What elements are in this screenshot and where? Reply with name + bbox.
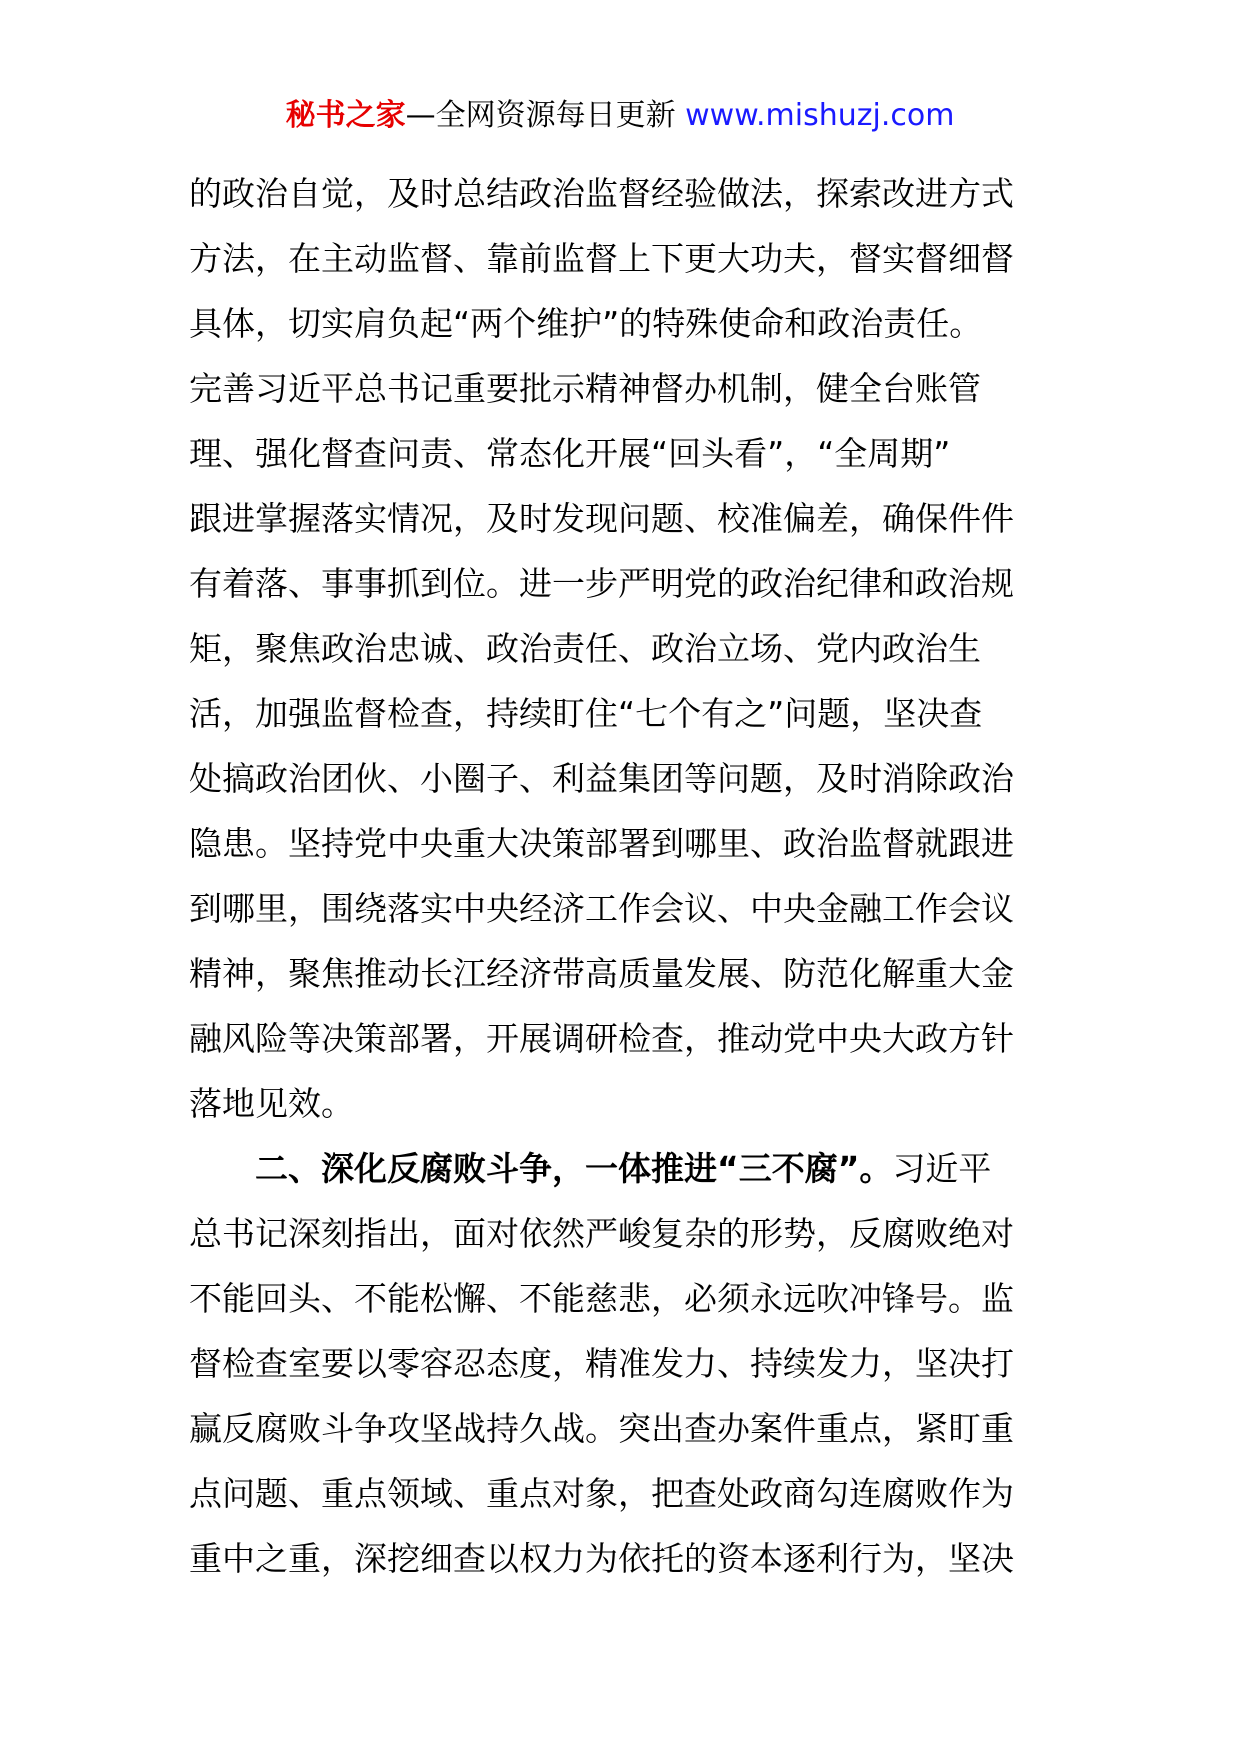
body-line: 到哪里，围绕落实中央经济工作会议、中央金融工作会议 xyxy=(189,889,1014,928)
body-line: 处搞政治团伙、小圈子、利益集团等问题，及时消除政治 xyxy=(189,759,1014,798)
body-line: 理、强化督查问责、常态化开展“回头看”，“全周期” xyxy=(189,434,951,473)
body-line: 的政治自觉，及时总结政治监督经验做法，探索改进方式 xyxy=(189,174,1014,213)
header-tagline: —全网资源每日更新 xyxy=(405,98,676,133)
body-line: 融风险等决策部署，开展调研检查，推动党中央大政方针 xyxy=(189,1019,1014,1058)
section-heading-continuation: 习近平 xyxy=(892,1149,992,1188)
body-line: 跟进掌握落实情况，及时发现问题、校准偏差，确保件件 xyxy=(189,499,1014,538)
brand-name: 秘书之家 xyxy=(285,98,406,133)
section-heading-line xyxy=(189,1136,1061,1201)
site-header xyxy=(0,96,1240,136)
body-line: 精神，聚焦推动长江经济带高质量发展、防范化解重大金 xyxy=(189,954,1014,993)
body-line: 方法，在主动监督、靠前监督上下更大功夫，督实督细督 xyxy=(189,239,1014,278)
body-line: 点问题、重点领域、重点对象，把查处政商勾连腐败作为 xyxy=(189,1474,1014,1513)
body-line: 督检查室要以零容忍态度，精准发力、持续发力，坚决打 xyxy=(189,1344,1014,1383)
body-line: 隐患。坚持党中央重大决策部署到哪里、政治监督就跟进 xyxy=(189,824,1014,863)
body-line: 落地见效。 xyxy=(189,1084,354,1123)
document-body xyxy=(189,161,1061,1591)
body-line: 活，加强监督检查，持续盯住“七个有之”问题，坚决查 xyxy=(189,694,983,733)
body-line: 具体，切实肩负起“两个维护”的特殊使命和政治责任。 xyxy=(189,304,983,343)
body-line: 不能回头、不能松懈、不能慈悲，必须永远吹冲锋号。监 xyxy=(189,1279,1014,1318)
body-line: 完善习近平总书记重要批示精神督办机制，健全台账管 xyxy=(189,369,981,408)
site-url-link[interactable]: www.mishuzj.com xyxy=(685,98,955,133)
body-line: 总书记深刻指出，面对依然严峻复杂的形势，反腐败绝对 xyxy=(189,1214,1014,1253)
body-line: 矩，聚焦政治忠诚、政治责任、政治立场、党内政治生 xyxy=(189,629,981,668)
body-line: 赢反腐败斗争攻坚战持久战。突出查办案件重点，紧盯重 xyxy=(189,1409,1014,1448)
section-heading: 二、深化反腐败斗争，一体推进“三不腐”。 xyxy=(255,1149,893,1188)
body-line: 有着落、事事抓到位。进一步严明党的政治纪律和政治规 xyxy=(189,564,1014,603)
body-line: 重中之重，深挖细查以权力为依托的资本逐利行为，坚决 xyxy=(189,1539,1014,1578)
